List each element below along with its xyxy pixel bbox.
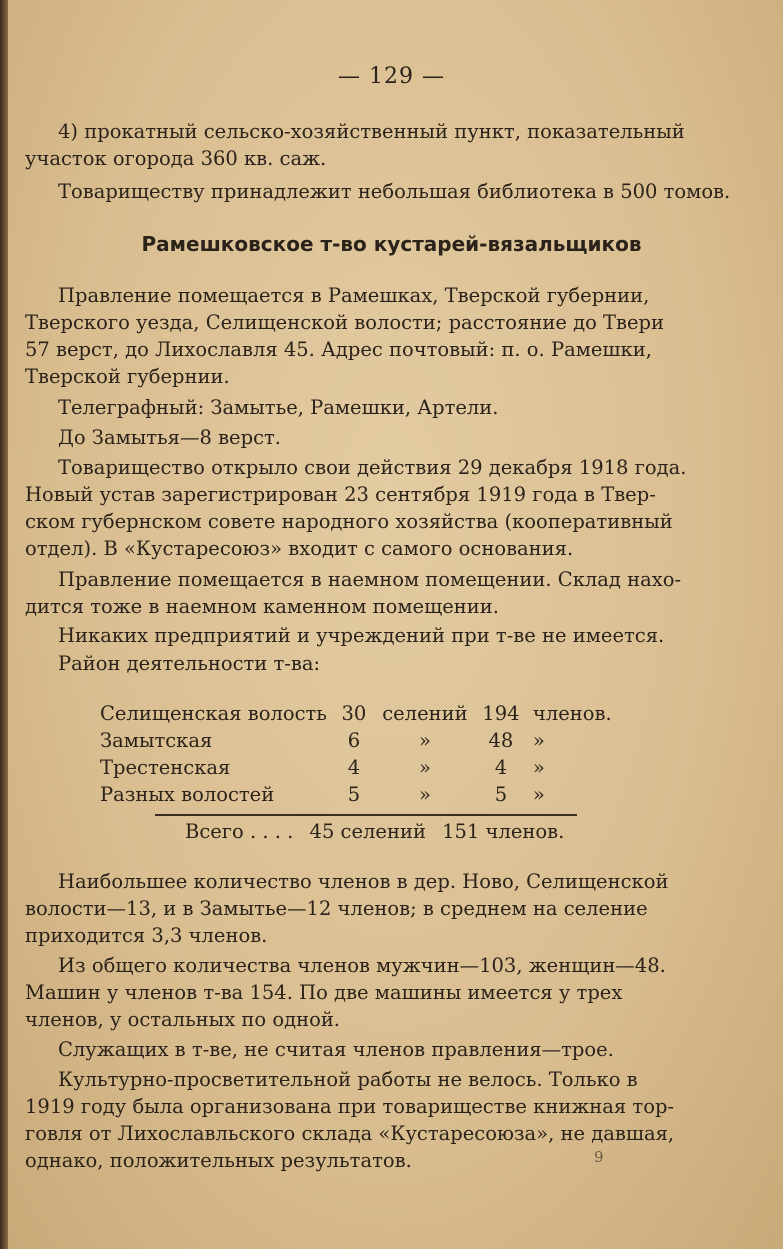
villages-count: 5 [347, 783, 361, 806]
culture-paragraph [25, 1066, 675, 1174]
gender-paragraph [25, 952, 665, 1033]
address-paragraph [25, 282, 665, 390]
no-enterprises-paragraph [25, 622, 665, 649]
total-members: 151 членов. [442, 820, 565, 843]
distance-paragraph [25, 424, 665, 451]
premises-line: дится тоже в наемном каменном помещении. [25, 595, 499, 618]
members-line: волости—13, и в Замытье—12 членов; в среднем на селение [25, 897, 648, 920]
culture-line: Культурно-просветительной работы не велось. Только в [58, 1068, 638, 1091]
district-name: Трестенская [100, 756, 231, 779]
district-label: Район деятельности т-ва: [58, 652, 321, 675]
address-line: Тверской губернии. [25, 365, 230, 388]
district-table [100, 700, 619, 808]
members-unit: » [532, 783, 545, 806]
staff-paragraph [25, 1036, 665, 1063]
library-line: Товариществу принадлежит небольшая библиотека в 500 томов. [58, 180, 731, 203]
founding-paragraph [25, 454, 687, 562]
villages-count: 6 [347, 729, 361, 752]
sheet-signature-mark: 9 [594, 1148, 604, 1166]
members-unit: членов. [532, 702, 612, 725]
address-line: Правление помещается в Рамешках, Тверской губернии, [58, 284, 650, 307]
intro-paragraph [25, 118, 685, 172]
premises-line: Правление помещается в наемном помещении. Склад нахо- [58, 568, 682, 591]
members-line: приходится 3,3 членов. [25, 924, 268, 947]
intro-line: 4) прокатный сельско-хозяйственный пункт, показательный [58, 120, 685, 143]
culture-line: говля от Лихославльского склада «Кустаресоюза», не давшая, [25, 1122, 675, 1145]
table-row [100, 781, 619, 808]
address-line: 57 верст, до Лихославля 45. Адрес почтовый: п. о. Рамешки, [25, 338, 652, 361]
villages-unit: селений [382, 702, 468, 725]
district-name: Разных волостей [100, 783, 275, 806]
intro-line: участок огорода 360 кв. саж. [25, 147, 327, 170]
address-line: Тверского уезда, Селищенской волости; расстояние до Твери [25, 311, 665, 334]
villages-count: 4 [347, 756, 361, 779]
total-villages: 45 селений [309, 820, 426, 843]
table-row [100, 700, 619, 727]
page-number: — 129 — [338, 64, 445, 89]
members-line: Наибольшее количество членов в дер. Ново, Селищенской [58, 870, 669, 893]
founding-line: ском губернском совете народного хозяйства (кооперативный [25, 510, 673, 533]
table-row [100, 727, 619, 754]
section-heading: Рамешковское т-во кустарей-вязальщиков [141, 232, 642, 256]
telegraph-paragraph [25, 394, 665, 421]
villages-unit: » [418, 756, 431, 779]
total-label: Всего . . . . [185, 820, 294, 843]
total-row [185, 818, 574, 845]
gender-line: Машин у членов т-ва 154. По две машины имеется у трех [25, 981, 623, 1004]
villages-unit: » [418, 729, 431, 752]
distance-line: До Замытья—8 верст. [58, 426, 281, 449]
members-count: 4 [494, 756, 508, 779]
founding-line: Товарищество открыло свои действия 29 декабря 1918 года. [58, 456, 687, 479]
staff-line: Служащих в т-ве, не считая членов правления—трое. [58, 1038, 614, 1061]
premises-paragraph [25, 566, 682, 620]
members-unit: » [532, 756, 545, 779]
culture-line: однако, положительных результатов. [25, 1149, 412, 1172]
gender-line: членов, у остальных по одной. [25, 1008, 341, 1031]
telegraph-line: Телеграфный: Замытье, Рамешки, Артели. [58, 396, 499, 419]
members-unit: » [532, 729, 545, 752]
gender-line: Из общего количества членов мужчин—103, женщин—48. [58, 954, 666, 977]
district-name: Замытская [100, 729, 213, 752]
district-name: Селищенская волость [100, 702, 327, 725]
villages-count: 30 [341, 702, 367, 725]
founding-line: отдел). В «Кустаресоюз» входит с самого основания. [25, 537, 574, 560]
members-count: 194 [482, 702, 520, 725]
members-count: 48 [488, 729, 514, 752]
members-count: 5 [494, 783, 508, 806]
founding-line: Новый устав зарегистрирован 23 сентября 1919 года в Твер- [25, 483, 656, 506]
table-row [100, 754, 619, 781]
members-paragraph [25, 868, 669, 949]
district-label-paragraph [25, 650, 665, 677]
library-paragraph [25, 178, 731, 205]
total-divider [155, 814, 577, 816]
book-spine-edge [0, 0, 8, 1249]
culture-line: 1919 году была организована при товариществе книжная тор- [25, 1095, 675, 1118]
villages-unit: » [418, 783, 431, 806]
no-enterprises-line: Никаких предприятий и учреждений при т-ве не имеется. [58, 624, 665, 647]
